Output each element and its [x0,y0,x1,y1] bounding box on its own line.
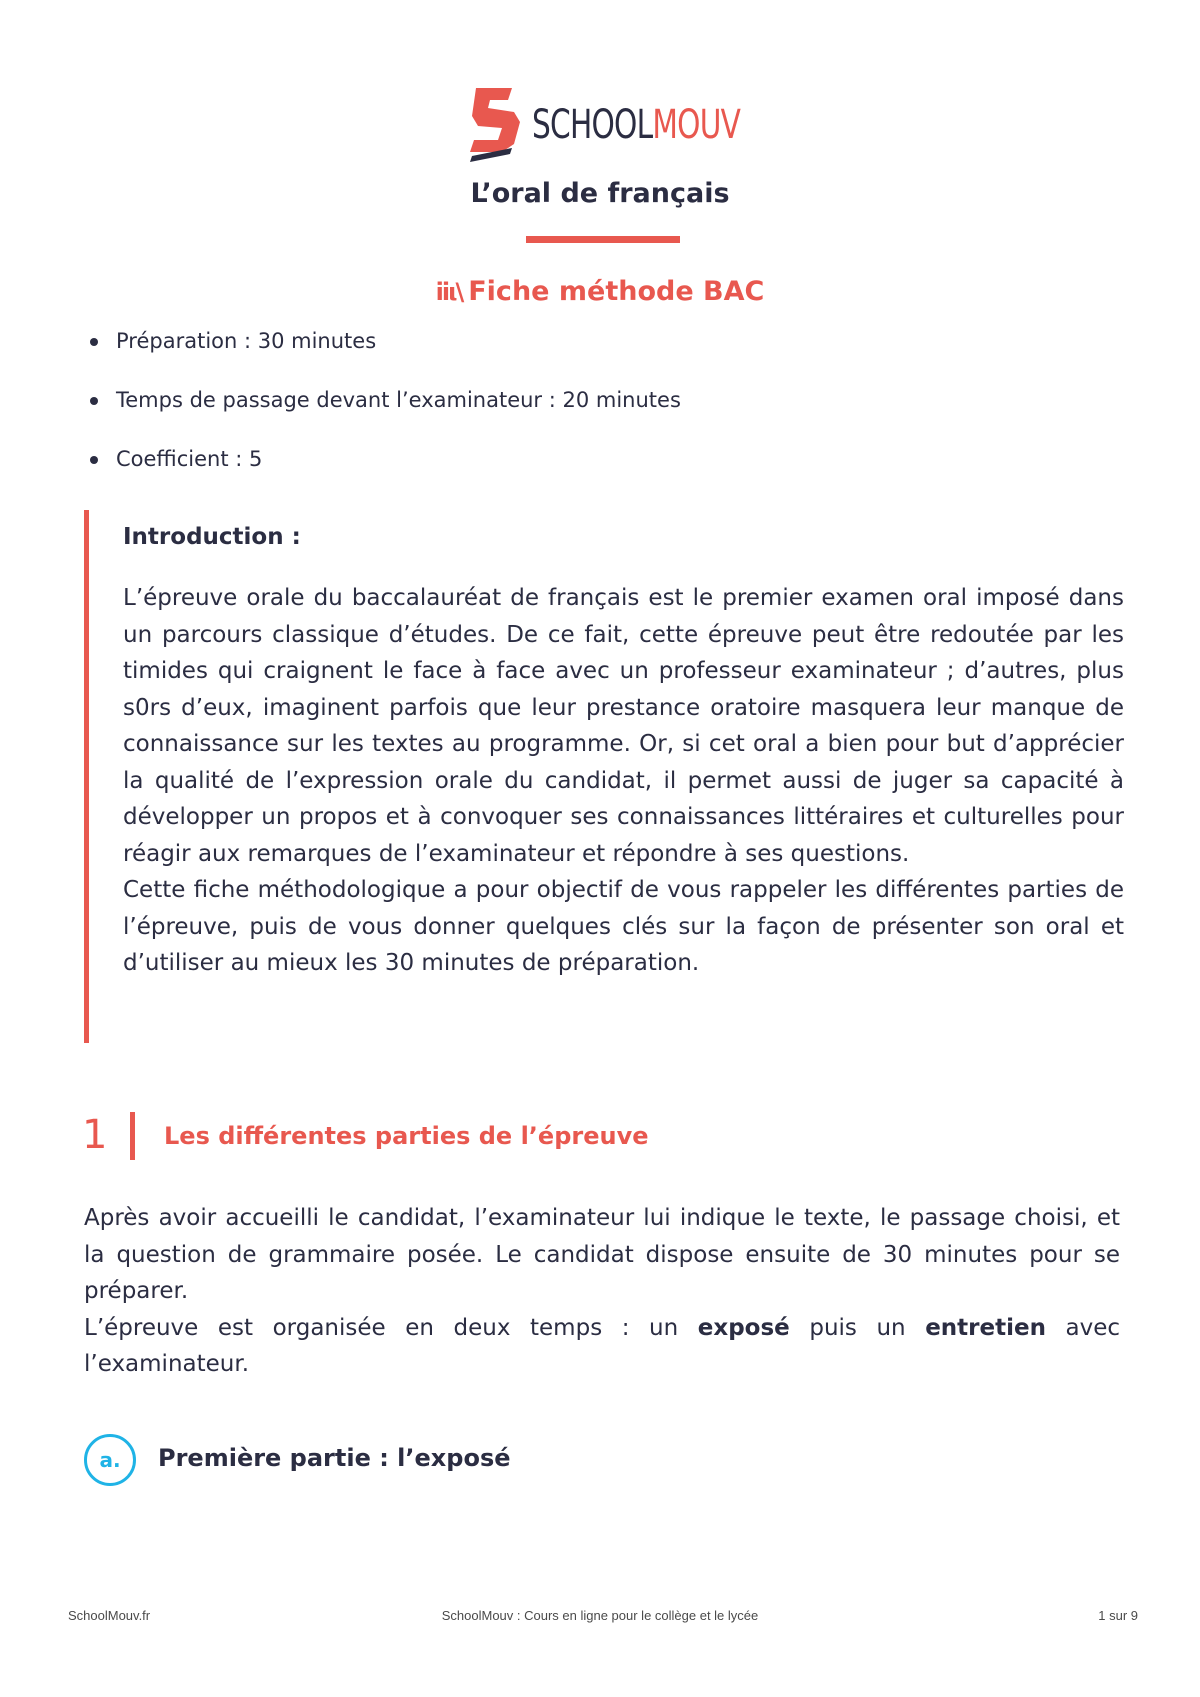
introduction-paragraph: Cette fiche méthodologique a pour objectif de vous rappeler les différentes parties de l’épreuve, puis de vous donner quelques clés sur la façon de présenter son oral et d’utiliser au mieux les 30 minutes de préparation. [123,877,1124,976]
footer-page-number: 1 sur 9 [1098,1608,1138,1623]
section-paragraph: Après avoir accueilli le candidat, l’examinateur lui indique le texte, le passage choisi, et la question de grammaire posée. Le candidat dispose ensuite de 30 minutes pour se préparer. [84,1205,1120,1304]
list-item [86,387,681,446]
introduction-body [123,580,1124,982]
page-title: L’oral de français [470,178,730,209]
footer-tagline: SchoolMouv : Cours en ligne pour le collège et le lycée [441,1608,759,1623]
logo-mouv-text: MOUV [652,102,741,148]
text-run: L’épreuve est organisée en deux temps : un [84,1314,698,1341]
fact-text: Préparation : 30 minutes [116,329,377,353]
schoolmouv-logo [468,86,741,172]
section-divider [130,1112,135,1160]
introduction-title: Introduction : [123,524,301,550]
introduction-block [84,510,1125,1043]
emphasis-text: exposé [697,1314,790,1341]
section-paragraph [84,1310,1120,1383]
fiche-heading [0,276,1200,307]
emphasis-text: entretien [925,1314,1046,1341]
introduction-paragraph: L’épreuve orale du baccalauréat de français est le premier examen oral imposé dans un parcours classique d’études. De ce fait, cette épreuve peut être redoutée par les timides qui craignent le face à face avec un professeur examinateur ; d’autres, plus s0rs d’eux, imaginent parfois que leur prestance oratoire masquera leur manque de connaissance sur les textes au programme. Or, si cet oral a bien pour but d’apprécier la qualité de l’expression orale du candidat, il permet aussi de juger sa capacité à développer un propos et à convoquer ses connaissances littéraires et culturelles pour réagir aux remarques de l’examinateur et répondre à ses questions. [123,585,1124,867]
title-divider [526,236,680,243]
bullet-icon [90,397,98,405]
fact-text: Coefficient : 5 [116,447,263,471]
bullet-icon [90,456,98,464]
subsection-title: Première partie : l’exposé [158,1444,511,1472]
section-number: 1 [82,1112,108,1158]
section-title: Les différentes parties de l’épreuve [164,1122,649,1150]
fact-text: Temps de passage devant l’examinateur : 20 minutes [116,388,681,412]
section-heading [82,1112,982,1162]
subsection-badge: a. [84,1434,136,1486]
footer-site: SchoolMouv.fr [68,1608,151,1623]
subsection-heading [84,1434,784,1490]
fiche-icon: iiι\ [435,278,463,306]
logo-school-text: SCHOOL [532,102,653,148]
facts-list [86,328,681,505]
fiche-label-text: Fiche méthode BAC [468,276,765,307]
logo-wordmark [532,102,740,148]
list-item [86,328,681,387]
text-run: avec l’examinateur. [84,1314,1121,1377]
bullet-icon [90,338,98,346]
section-body [84,1200,1120,1383]
list-item [86,446,681,505]
schoolmouv-s-icon [468,86,530,164]
text-run: puis un [789,1314,926,1341]
